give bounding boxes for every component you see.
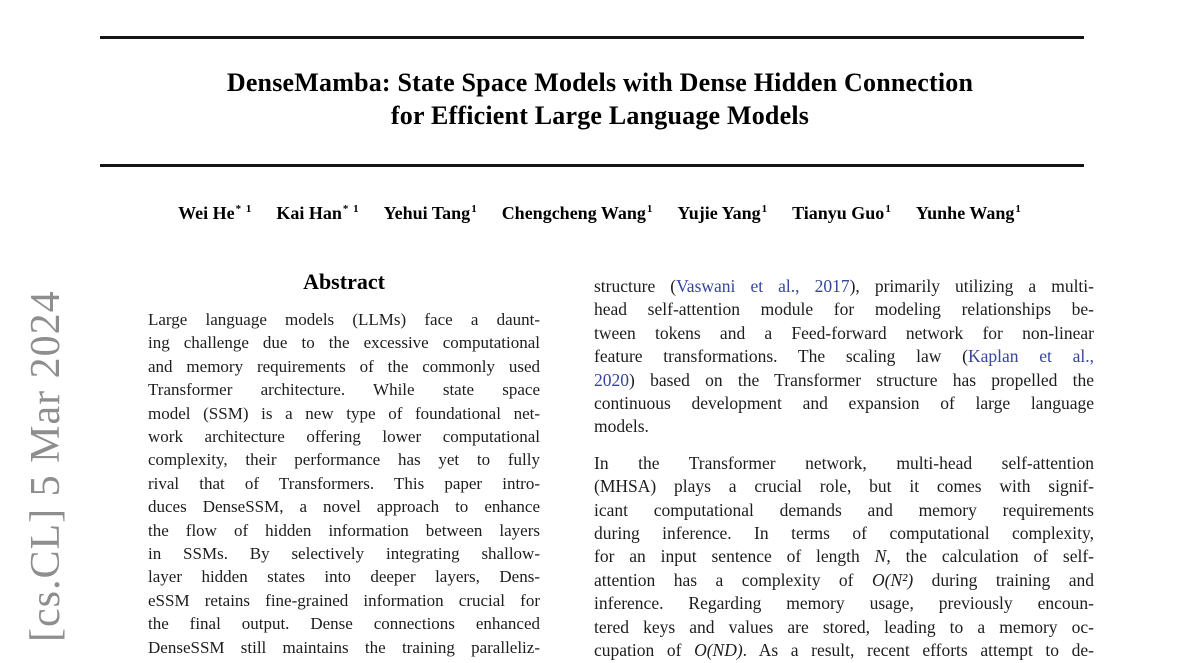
body-text: (MHSA) plays a crucial role, but it comes with signif- bbox=[594, 476, 1094, 497]
body-text: icant computational demands and memory requirements bbox=[594, 499, 1094, 520]
text-line bbox=[148, 542, 540, 565]
author-name: Chengcheng Wang bbox=[501, 203, 646, 223]
body-text: Transformer architecture. While state space bbox=[148, 380, 540, 400]
text-line bbox=[594, 452, 1094, 475]
right-column bbox=[594, 275, 1094, 663]
author-name: Yunhe Wang bbox=[915, 203, 1015, 223]
author-name: Yujie Yang bbox=[677, 203, 761, 223]
body-text: rival that of Transformers. This paper intro- bbox=[148, 473, 540, 493]
body-text: attention has a complexity of bbox=[594, 569, 872, 590]
body-text: during training and bbox=[913, 569, 1094, 590]
text-line bbox=[148, 378, 540, 401]
author-superscript: 1 bbox=[761, 203, 769, 215]
header-rule-top bbox=[100, 36, 1084, 39]
author bbox=[792, 203, 892, 224]
author bbox=[384, 203, 478, 224]
citation-link[interactable]: 2020 bbox=[594, 369, 629, 390]
body-text: ) based on the Transformer structure has propelled the bbox=[629, 369, 1094, 390]
body-text: models. bbox=[594, 416, 649, 437]
text-line bbox=[148, 589, 540, 612]
text-line bbox=[148, 472, 540, 495]
body-text: ing challenge due to the excessive computational bbox=[148, 333, 540, 353]
body-text: tered keys and values are stored, leading to a memory oc- bbox=[594, 616, 1094, 637]
body-text: the final output. Dense connections enhanced bbox=[148, 614, 540, 634]
abstract-section bbox=[148, 269, 540, 659]
author bbox=[276, 203, 359, 224]
math-text: N bbox=[874, 546, 887, 567]
title-line-2: for Efficient Large Language Models bbox=[390, 101, 810, 130]
text-line bbox=[148, 402, 540, 425]
body-text: complexity, their performance has yet to fully bbox=[148, 450, 540, 470]
body-text: head self-attention module for modeling relationships be- bbox=[594, 299, 1094, 320]
body-text: eSSM retains fine-grained information crucial for bbox=[148, 590, 540, 610]
body-text: ), primarily utilizing a multi- bbox=[849, 276, 1094, 296]
text-line bbox=[594, 369, 1094, 392]
author-superscript: 1 bbox=[885, 203, 892, 215]
text-line bbox=[594, 345, 1094, 368]
text-line bbox=[594, 275, 1094, 298]
author-name: Wei He bbox=[178, 203, 235, 223]
body-text: work architecture offering lower computational bbox=[148, 427, 540, 447]
title-line-1: DenseMamba: State Space Models with Dense Hidden Connection bbox=[226, 68, 974, 97]
paper-title bbox=[0, 66, 1200, 132]
header-rule-bottom bbox=[100, 164, 1084, 167]
body-text: and memory requirements of the commonly used bbox=[148, 356, 540, 376]
intro-paragraph-2 bbox=[594, 452, 1094, 663]
body-text: tween tokens and a Feed-forward network for non-linear bbox=[594, 322, 1094, 343]
body-text: structure ( bbox=[594, 276, 677, 296]
author-superscript: 1 bbox=[471, 203, 478, 215]
body-text: feature transformations. The scaling law ( bbox=[594, 346, 968, 367]
author-name: Yehui Tang bbox=[383, 203, 471, 223]
text-line bbox=[594, 592, 1094, 615]
text-line bbox=[148, 331, 540, 354]
text-line bbox=[148, 612, 540, 635]
abstract-heading: Abstract bbox=[303, 269, 385, 294]
text-line bbox=[594, 616, 1094, 639]
text-line bbox=[594, 475, 1094, 498]
text-line bbox=[148, 448, 540, 471]
math-text: O(ND) bbox=[694, 640, 743, 661]
body-text: inference. Regarding memory usage, previously encoun- bbox=[594, 593, 1094, 614]
text-line bbox=[148, 355, 540, 378]
text-line bbox=[148, 519, 540, 542]
body-text: , the calculation of self- bbox=[886, 546, 1094, 567]
text-line bbox=[148, 425, 540, 448]
body-text: model (SSM) is a new type of foundational net- bbox=[148, 403, 540, 423]
author bbox=[178, 203, 252, 224]
body-text: the flow of hidden information between layers bbox=[148, 520, 540, 540]
text-line bbox=[148, 565, 540, 588]
arxiv-stamp-vertical-text: [cs.CL] 5 Mar 2024 bbox=[23, 290, 69, 642]
author bbox=[677, 203, 768, 224]
body-text: in SSMs. By selectively integrating shallow- bbox=[148, 544, 540, 564]
citation-link[interactable]: Kaplan et al., bbox=[968, 346, 1095, 367]
text-line bbox=[148, 495, 540, 518]
authors-row bbox=[0, 203, 1200, 224]
text-line bbox=[594, 522, 1094, 545]
body-text: for an input sentence of length bbox=[594, 546, 875, 567]
body-text: duces DenseSSM, a novel approach to enhance bbox=[148, 497, 540, 517]
text-line bbox=[594, 569, 1094, 592]
text-line bbox=[594, 545, 1094, 568]
text-line bbox=[594, 415, 1094, 438]
text-line bbox=[594, 499, 1094, 522]
author-name: Tianyu Guo bbox=[792, 203, 885, 223]
body-text: layer hidden states into deeper layers, Dens- bbox=[148, 567, 540, 587]
text-line bbox=[594, 322, 1094, 345]
author-superscript: * 1 bbox=[235, 203, 253, 215]
text-line bbox=[594, 639, 1094, 662]
abstract-body bbox=[148, 308, 540, 659]
body-text: . As a result, recent efforts attempt to de- bbox=[742, 640, 1094, 661]
author-superscript: 1 bbox=[646, 203, 654, 215]
text-line bbox=[148, 636, 540, 659]
intro-paragraph-1 bbox=[594, 275, 1094, 439]
body-text: In the Transformer network, multi-head self-attention bbox=[594, 452, 1094, 473]
author bbox=[916, 203, 1022, 224]
text-line bbox=[148, 308, 540, 331]
author-name: Kai Han bbox=[276, 203, 342, 223]
body-text: during inference. In terms of computational complexity, bbox=[594, 523, 1094, 544]
body-text: cupation of bbox=[594, 640, 695, 661]
body-text: DenseSSM still maintains the training paralleliz- bbox=[148, 637, 540, 657]
author-superscript: * 1 bbox=[342, 203, 360, 215]
body-text: continuous development and expansion of large language bbox=[594, 393, 1094, 414]
math-text: O(N²) bbox=[871, 569, 914, 590]
text-line bbox=[594, 392, 1094, 415]
citation-link[interactable]: Vaswani et al., 2017 bbox=[676, 276, 850, 296]
author-superscript: 1 bbox=[1015, 203, 1022, 215]
text-line bbox=[594, 298, 1094, 321]
body-text: Large language models (LLMs) face a daunt- bbox=[148, 310, 540, 329]
author bbox=[502, 203, 654, 224]
